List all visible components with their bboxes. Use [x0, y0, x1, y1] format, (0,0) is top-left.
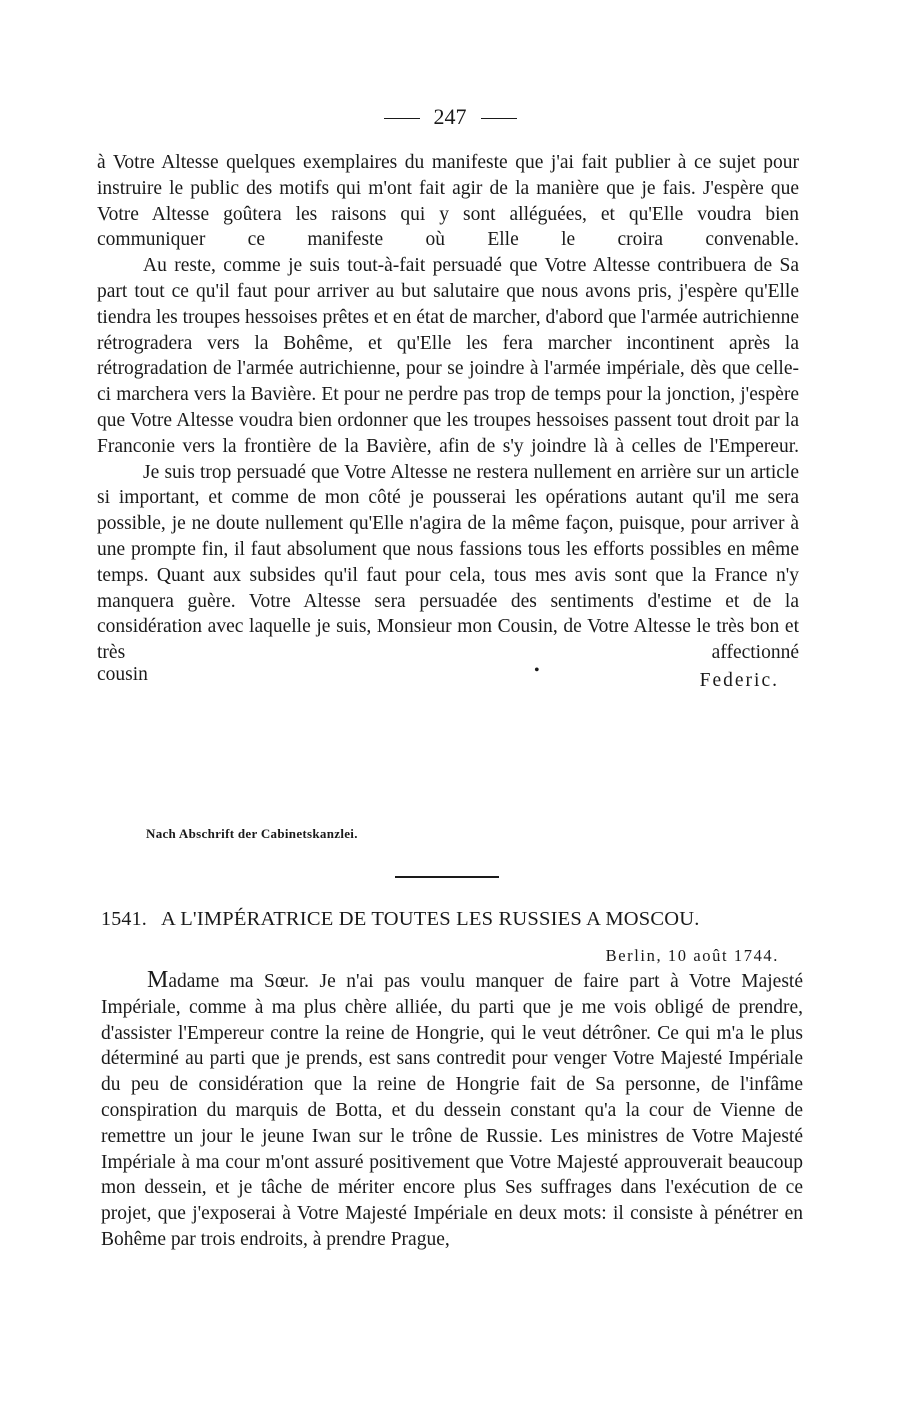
letter-number: 1541.: [101, 908, 147, 930]
bullet-mark: •: [534, 661, 540, 679]
letter-heading: [101, 908, 803, 931]
signoff: [97, 661, 799, 696]
page-number: 247: [433, 104, 467, 129]
dateline: Berlin, 10 août 1744.: [605, 946, 779, 965]
page-number-header: [0, 104, 900, 130]
right-dash: [481, 118, 517, 119]
section-divider: [395, 876, 499, 878]
letter-title: A L'IMPÉRATRICE DE TOUTES LES RUSSIES A MOSCOU.: [161, 908, 700, 930]
left-dash: [384, 118, 420, 119]
signature: Federic.: [699, 669, 779, 691]
initial-letter: M: [147, 967, 169, 993]
paragraph-1: à Votre Altesse quelques exemplaires du manifeste que j'ai fait publier à ce sujet pour instruire le public des motifs qui m'ont fait agir de la manière que je fais. J'espère que Votre Altesse goûtera les raisons qui y sont alléguées, et qu'Elle voudra bien communiquer ce manifeste où Elle le croira convenable.: [97, 152, 799, 251]
source-note: Nach Abschrift der Cabinetskanzlei.: [146, 826, 358, 841]
letter-continuation: [97, 150, 799, 696]
letter-paragraph: [101, 968, 803, 1253]
letter-text: adame ma Sœur. Je n'ai pas voulu manquer de faire part à Votre Majesté Impériale, comme à ma plus chère alliée, du parti que je me vois obligé de prendre, d'assister l'Empereur contre la reine de Hongrie, qui le veut détrôner. Ce qui m'a le plus déterminé au parti que je prends, est sans contredit pour venger Votre Majesté Impériale du peu de considération que la reine de Hongrie fait de Sa personne, de l'infâme conspiration du marquis de Botta, et du dessein constant qu'a la cour de Vienne de remettre un jour le jeune Iwan sur le trône de Russie. Les ministres de Votre Majesté Impériale à ma cour m'ont assuré positivement que Votre Majesté approuverait beaucoup mon dessein, et je tâche de mériter encore plus Ses suffrages dans l'exécution de ce projet, que j'exposerai à Votre Majesté Impériale en deux mots: il consiste à pénétrer en Bohême par trois endroits, à prendre Prague,: [101, 971, 803, 1250]
paragraph-3: Je suis trop persuadé que Votre Altesse ne restera nullement en arrière sur un article si important, et comme de mon côté je pousserai les opérations autant qu'il me sera possible, je ne doute nullement qu'Elle n'agira de la même façon, puisque, pour arriver à une prompte fin, il faut absolument que nous fassions tous les efforts possibles en même temps. Quant aux subsides qu'il faut pour cela, tous mes avis sont que la France n'y manquera guère. Votre Altesse sera persuadée des sentiments d'estime et de la considération avec laquelle je suis, Monsieur mon Cousin, de Votre Altesse le très bon et très affectionné: [97, 461, 799, 664]
letter-body: [101, 968, 803, 1253]
paragraph-2: Au reste, comme je suis tout-à-fait persuadé que Votre Altesse contribuera de Sa part tout ce qu'il faut pour arriver au but salutaire que nous avons pris, j'espère qu'Elle tiendra les troupes hessoises prêtes et en état de marcher, d'abord que l'armée autrichienne rétrogradera vers la Bohême, et qu'Elle les fera marcher incontinent après la rétrogradation de l'armée autrichienne, pour se joindre à l'armée impériale, dès que celle-ci marchera vers la Bavière. Et pour ne perdre pas trop de temps pour la jonction, j'espère que Votre Altesse voudra bien ordonner que les troupes hessoises passent tout droit par la Franconie vers la frontière de la Bavière, afin de s'y joindre là à celles de l'Empereur.: [97, 255, 799, 457]
closing-word: cousin: [97, 663, 148, 685]
